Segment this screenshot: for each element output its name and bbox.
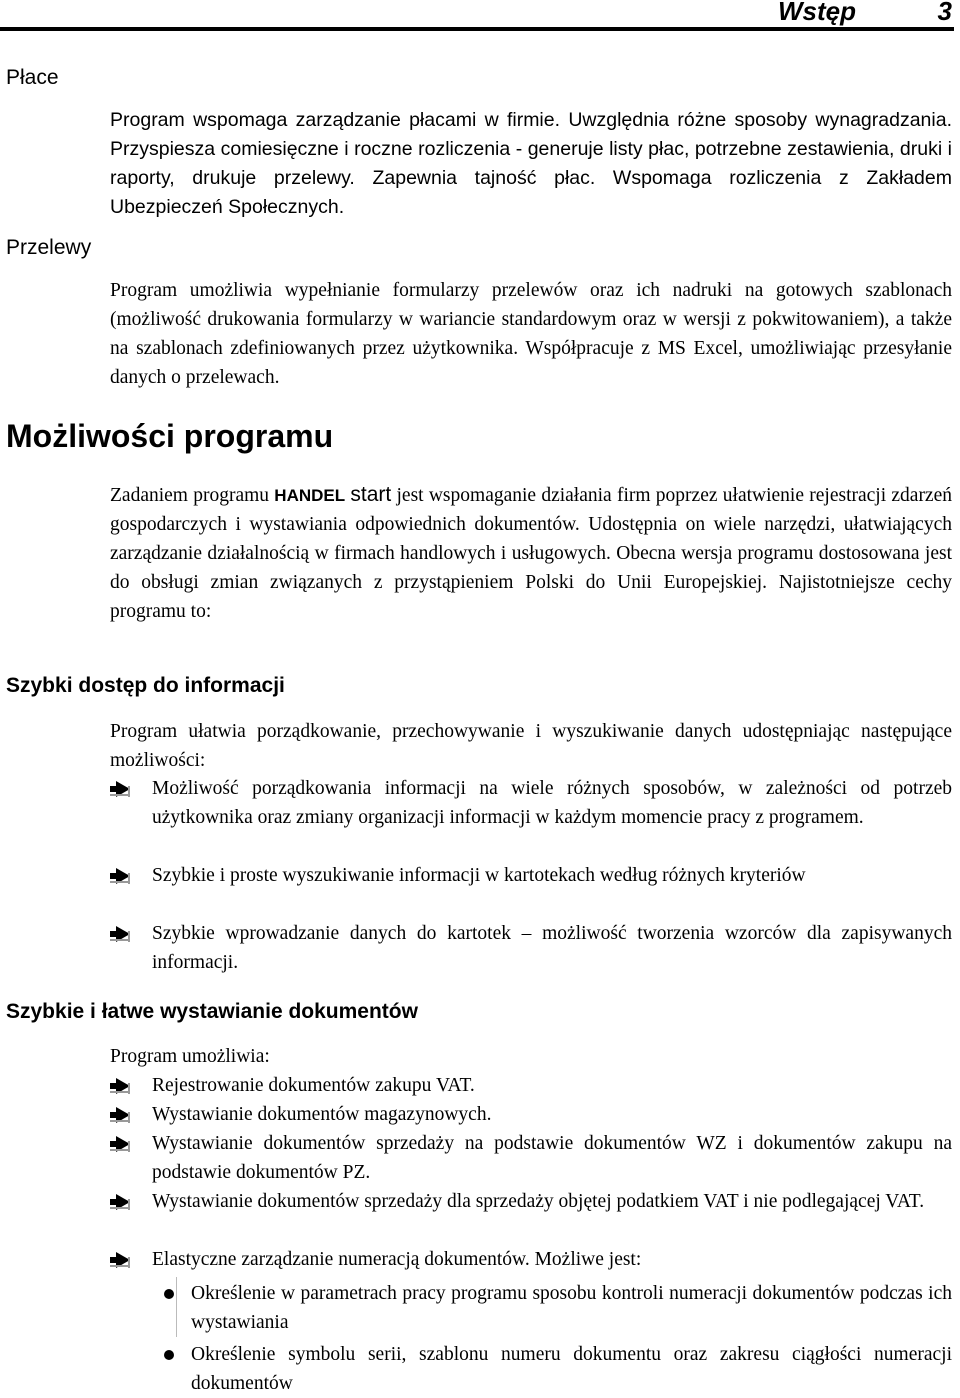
sub-list-item: Określenie symbolu serii, szablonu numeru dokumentu oraz zakresu ciągłości numeracji dokumentów bbox=[160, 1340, 952, 1398]
place-paragraph: Program wspomaga zarządzanie płacami w firmie. Uwzględnia różne sposoby wynagradzania. Przyspiesza comiesięczne i roczne rozliczenia - generuje listy płac, potrzebne zestawienia, druki i raporty, drukuje przelewy. Zapewnia tajność płac. Wspomaga rozliczenia z Zakładem Ubezpieczeń Społecznych. bbox=[110, 109, 952, 218]
arrow-bullet-icon bbox=[110, 926, 130, 942]
list-item: Wystawianie dokumentów sprzedaży dla sprzedaży objętej podatkiem VAT i nie podlegającej VAT. bbox=[110, 1187, 952, 1216]
heading-mozliwosci: Możliwości programu bbox=[6, 418, 334, 454]
sub-list-item: Określenie w parametrach pracy programu sposobu kontroli numeracji dokumentów podczas ich wystawiania bbox=[160, 1279, 952, 1337]
przelewy-paragraph: Program umożliwia wypełnianie formularzy przelewów oraz ich nadruki na gotowych szablonach (możliwość drukowania formularzy w wariancie standardowym oraz w wersji z pokwitowaniem), a także na szablonach zdefiniowanych przez użytkownika. Współpracuje z MS Excel, umożliwiając przesyłanie danych o przelewach. bbox=[110, 280, 952, 388]
brand-handel: HANDEL bbox=[274, 486, 346, 505]
mozliwosci-paragraph bbox=[110, 480, 952, 626]
szybki-dostep-intro: Program ułatwia porządkowanie, przechowywanie i wyszukiwanie danych udostępniając następujące możliwości: bbox=[110, 721, 952, 771]
dot-bullet-icon bbox=[163, 1288, 175, 1300]
page-header bbox=[0, 0, 960, 31]
arrow-bullet-icon bbox=[110, 1252, 130, 1268]
mozliwosci-text-after: jest wspomaganie działania firm poprzez ułatwienie rejestracji zdarzeń gospodarczych i wystawiania odpowiednich dokumentów. Udostępnia on wiele narzędzi, ułatwiających zarządzanie działalnością w firmach handlowych i usługowych. Obecna wersja programu dostosowana jest do obsługi zmian związanych z przystąpieniem Polski do Unii Europejskiej. Najistotniejsze cechy programu to: bbox=[110, 485, 952, 622]
arrow-bullet-icon bbox=[110, 781, 130, 797]
mozliwosci-text-before: Zadaniem programu bbox=[110, 485, 275, 506]
dokumenty-intro: Program umożliwia: bbox=[110, 1046, 270, 1067]
arrow-bullet-icon bbox=[110, 1107, 130, 1123]
list-item: Szybkie i proste wyszukiwanie informacji w kartotekach według różnych kryteriów bbox=[110, 861, 952, 890]
list-item: Elastyczne zarządzanie numeracją dokumentów. Możliwe jest: bbox=[110, 1245, 952, 1274]
header-title: Wstęp bbox=[778, 0, 856, 26]
heading-szybki-dostep: Szybki dostęp do informacji bbox=[6, 674, 285, 697]
list-item: Szybkie wprowadzanie danych do kartotek – możliwość tworzenia wzorców dla zapisywanych informacji. bbox=[110, 919, 952, 977]
arrow-bullet-icon bbox=[110, 868, 130, 884]
heading-dokumenty: Szybkie i łatwe wystawianie dokumentów bbox=[6, 1000, 418, 1023]
list-item: Rejestrowanie dokumentów zakupu VAT. bbox=[110, 1071, 952, 1100]
header-rule bbox=[0, 27, 954, 31]
side-label-place: Płace bbox=[6, 66, 59, 89]
arrow-bullet-icon bbox=[110, 1136, 130, 1152]
page-number: 3 bbox=[937, 0, 952, 26]
list-item: Wystawianie dokumentów sprzedaży na podstawie dokumentów WZ i dokumentów zakupu na podstawie dokumentów PZ. bbox=[110, 1129, 952, 1187]
side-label-przelewy: Przelewy bbox=[6, 236, 92, 259]
list-item: Wystawianie dokumentów magazynowych. bbox=[110, 1100, 952, 1129]
arrow-bullet-icon bbox=[110, 1194, 130, 1210]
brand-start: start bbox=[350, 483, 392, 506]
list-item: Możliwość porządkowania informacji na wiele różnych sposobów, w zależności od potrzeb użytkownika oraz zmiany organizacji informacji w każdym momencie pracy z programem. bbox=[110, 774, 952, 832]
dot-bullet-icon bbox=[163, 1349, 175, 1361]
arrow-bullet-icon bbox=[110, 1078, 130, 1094]
